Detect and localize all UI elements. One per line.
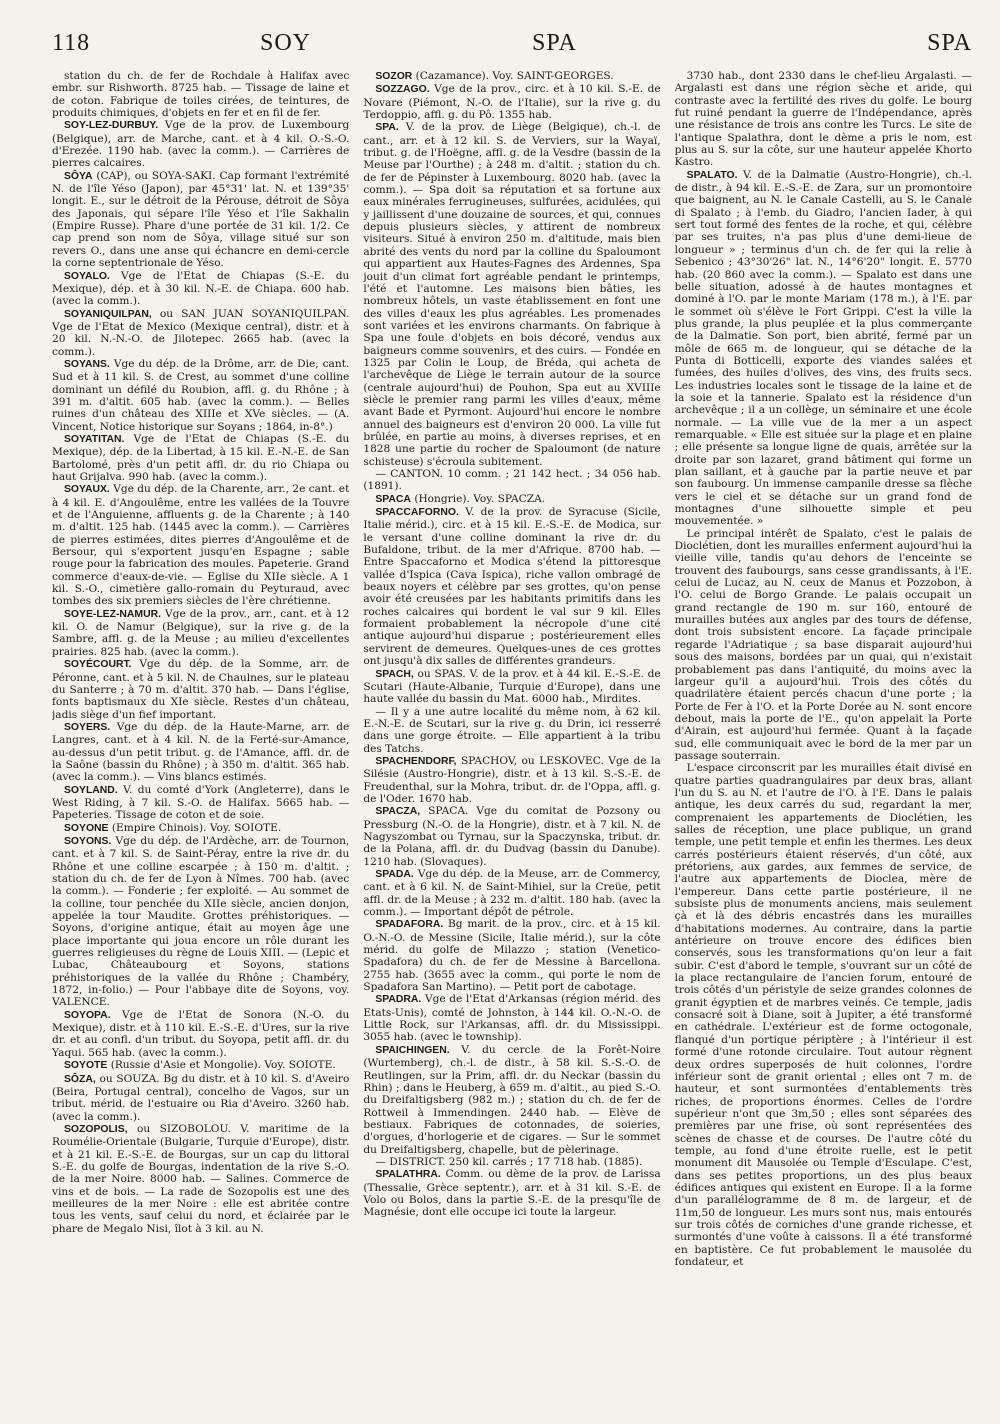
entry-text: (Cazamance). Voy. SAINT-GEORGES. — [415, 70, 614, 82]
entry-text: Comm. ou dème de la prov. de Larissa (Thessalie, Grèce septentr.), arr. et à 31 kil. S.-E. de Volo ou Bolos, dans la partie S.-E. de la presqu'île de Magnésie, dont elle occupe ici toute la largeur. — [363, 1168, 661, 1219]
entry-text: V. du comté d'York (Angleterre), dans le West Riding, à 7 kil. S.-O. de Halifax. 5665 hab. — Papeteries. Tissage de coton et de soie. — [52, 783, 350, 822]
entry-text: SPACA. Vge du comitat de Pozsony ou Pressburg (N.-O. de la Hongrie), distr. et à 7 kil. N. de Nagyszombat ou Tyrnau, sur la Spaczynska, tribut. dr. de la Polana, affl. dr. du Dudvag (bassin du Danube). 1210 hab. (Slovaques). — [363, 805, 661, 868]
entry-headword: SPADAFORA. — [375, 919, 444, 931]
entry-text: Vge du dép. de la Drôme, arr. de Die, cant. Sud et à 11 kil. S. de Crest, au sommet d'une colline dominant un défilé du Roubion, affl. g. du Rhône ; à 391 m. d'altit. 605 hab. (avec la comm.). — Belles ruines d'un château des XIIIe et XVe siècles. — (A. Vincent, Notice historique sur Soyans ; 1864, in-8°.) — [52, 357, 350, 433]
entry-headword: SPAICHINGEN. — [375, 1044, 450, 1056]
dictionary-entry — [52, 658, 349, 721]
entry-headword: SOYERS. — [64, 721, 111, 733]
entry-headword: SPACZA, — [375, 806, 421, 818]
entry-text: (Empire Chinois). Voy. SOIOTE. — [111, 821, 282, 834]
entry-headword: SOY-LEZ-DURBUY. — [64, 120, 159, 132]
dictionary-entry — [52, 1073, 349, 1123]
column-middle — [363, 70, 660, 1410]
entry-headword: SOZOPOLIS, — [64, 1123, 128, 1135]
dictionary-entry — [363, 1156, 660, 1168]
page-number: 118 — [52, 30, 91, 56]
dictionary-entry — [363, 468, 660, 493]
dictionary-entry — [52, 170, 349, 270]
entry-headword: SOYE-LEZ-NAMUR. — [64, 608, 161, 620]
dictionary-entry — [52, 784, 349, 822]
entry-text: Vge de la prov. de Luxembourg (Belgique), arr. de Marche, cant. et à 4 kil. O.-S.-O. d'Erezée. 1190 hab. (avec la comm.). — Carrières de pierres calcaires. — [52, 119, 350, 170]
entry-headword: SPACA — [375, 493, 411, 505]
dictionary-entry — [363, 83, 660, 121]
text-columns — [52, 70, 972, 1410]
entry-headword: SOZOR — [375, 71, 413, 82]
dictionary-entry — [363, 668, 660, 706]
dictionary-entry — [52, 119, 349, 169]
dictionary-entry — [52, 358, 349, 433]
entry-text: Vge de l'Etat de Sonora (N.-O. du Mexique), distr. et à 110 kil. E.-S.-E. d'Ures, sur la rive dr. et au confl. d'un tribut. du Soyopa, petit affl. dr. du Yaqui. 565 hab. (avec la comm.). — [52, 1008, 350, 1059]
entry-text: Vge du dép. de la Haute-Marne, arr. de Langres, cant. et à 4 kil. N. de la Ferté-sur-Amance, au-dessus d'un petit tribut. g. de l'Amance, affl. dr. de la Saône (bassin du Rhône) ; à 350 m. d'altit. 365 hab. (avec la comm.). — Vins blancs estimés. — [52, 720, 350, 784]
entry-text: — CANTON. 10 comm. ; 21 142 hect. ; 34 056 hab. (1891). — [363, 468, 661, 493]
dictionary-entry — [675, 528, 972, 763]
running-head-right: SPA — [927, 30, 972, 56]
entry-headword: SPALATHRA. — [375, 1169, 441, 1181]
entry-text: (Hongrie). Voy. SPACZA. — [414, 492, 546, 505]
entry-text: Vge de la prov., circ. et à 10 kil. S.-E. de Novare (Piémont, N.-O. de l'Italie), sur la rive g. du Terdoppio, affl. g. du Pô. 1355 hab. — [363, 83, 661, 122]
entry-text: Le principal intérêt de Spalato, c'est le palais de Dioclétien, dont les murailles enferment aujourd'hui la vieille ville, tandis qu'au dehors de l'enceinte se trouvent des faubourgs, sans cesse grandissants, à l'E. celui de Lucaz, au N. ceux de Manus et Pozzobon, à l'O. celui de Borgo Grande. Le palais occupait un grand rectangle de 190 m. sur 160, entouré de murailles butées aux angles par des tours de défense, dont trois subsistent encore. La façade principale regarde l'Adriatique ; sa base disparait aujourd'hui sous des maisons, bordées par un quai, qui n'existait probablement pas dans l'antiquité, du moins avec la largeur qu'il a aujourd'hui. Trois des côtés du quadrilatère étaient percés chacun d'une porte ; la Porte de Fer à l'O. et la Porte Dorée au N. sont encore debout, mais la porte de l'E., qu'on appelait la Porte d'Airain, est aujourd'hui fermée. Quant à la façade sud, elle communiquait avec le bord de la mer par un passage souterrain. — [674, 527, 972, 762]
entry-text: station du ch. de fer de Rochdale à Halifax avec embr. sur Rishworth. 8725 hab. — Tissage de laine et de coton. Fabrique de toiles cirées, de teintures, de produits chimiques, d'objets en fer et en fil de fer. — [52, 70, 350, 120]
entry-text: V. de la prov. de Syracuse (Sicile, Italie mérid.), circ. et à 15 kil. E.-S.-E. de Modica, sur le versant d'une colline dominant la rive dr. du Bufaldone, tribut. de la mer d'Afrique. 8700 hab. — Entre Spaccaforno et Modica s'étend la pittoresque vallée d'Ispica (Cava Ispica), riche vallon ombragé de beaux noyers et célèbre par ses grottes, qu'on pense avoir été creusées par les habitants primitifs dans les roches calcaires qui bordent le val sur 9 kil. Elles formaient probablement la nécropole d'une cité antique aujourd'hui disparue ; postérieurement elles servirent de demeures. Quelques-unes de ces grottes ont jusqu'à dix salles de différentes grandeurs. — [363, 506, 661, 668]
entry-text: Vge du dép. de la Somme, arr. de Péronne, cant. et à 5 kil. N. de Chaulnes, sur le plateau du Santerre ; à 70 m. d'altit. 370 hab. — Dans l'église, fonts baptismaux du XIe siècle. Restes d'un château, jadis siège d'un fief important. — [52, 658, 350, 721]
entry-text: Bg marit. de la prov., circ. et à 15 kil. O.-N.-O. de Messine (Sicile, Italie mérid.), sur la côte mérid. du golfe de Milazzo ; station (Venetico-Spadafora) du ch. de fer de Messine à Barcellona. 2755 hab. (3655 avec la comm., qui porte le nom de Spadafora San Martino). — Petit port de cabotage. — [363, 918, 661, 994]
entry-headword: SPALATO. — [686, 169, 738, 181]
entry-headword: SOYONE — [64, 822, 109, 834]
entry-text: ou SAN JUAN SOYANIQUILPAN. Vge de l'Etat de Mexico (Mexique central), distr. et à 20 kil. N.-N.-O. de Jilotepec. 2665 hab. (avec la comm.). — [52, 307, 350, 358]
entry-headword: SOYLAND. — [64, 784, 118, 796]
dictionary-entry — [52, 721, 349, 784]
dictionary-entry — [52, 433, 349, 483]
entry-headword: SPACH, — [375, 668, 414, 680]
entry-text: ou SIZOBOLOU. V. maritime de la Roumélie-Orientale (Bulgarie, Turquie d'Europe), distr. et à 21 kil. E.-S.-E. de Bourgas, sur un cap du littoral S.-E. du golfe de Bourgas, indentation de la rive S.-O. de la mer Noire. 8000 hab. — Salines. Commerce de vins et de bois. — La rade de Sozopolis est une des meilleures de la mer Noire : elle est abritée contre tous les vents, sauf celui du nord, et éclairée par le phare de Megalo Nisi, îlot à 3 kil. au N. — [52, 1122, 350, 1235]
entry-text: SPACHOV, ou LESKOVEC. Vge de la Silésie (Austro-Hongrie), distr. et à 13 kil. S.-S.-E. de Freudenthal, sur la Mohra, tribut. dr. de l'Oppa, affl. g. de l'Oder. 1670 hab. — [363, 754, 661, 805]
entry-headword: SPADRA. — [375, 994, 422, 1006]
dictionary-entry — [363, 706, 660, 755]
dictionary-entry — [52, 308, 349, 358]
entry-headword: SOZZAGO. — [375, 84, 430, 96]
running-head-middle: SPA — [532, 30, 577, 56]
column-right — [675, 70, 972, 1410]
entry-text: L'espace circonscrit par les murailles était divisé en quatre parties quadrangulaires par deux bras, allant l'un du S. au N. et l'autre de l'O. à l'E. Dans le palais antique, les deux carrés du sud, regardant la mer, comprenaient les appartements de Dioclétien, les salles de réception, une place publique, un grand temple, une petit temple et enfin les thermes. Les deux carrés postérieurs étaient réservés, d'un côté, aux prétoriens, aux gardes, aux femmes de service, de l'autre aux appartements de Dioclea, mère de l'empereur. Dans cette partie postérieure, il ne subsiste plus de monuments anciens, mais seulement çà et là des débris encastrés dans les murailles d'habitations modernes. Au contraire, dans la partie antérieure on trouve encore des édifices bien conservés, sous les transformations qu'on leur a fait subir. C'est d'abord le temple, s'ouvrant sur un côté de la place rectangulaire de l'ancien forum, entouré de trois côtés d'un péristyle de seize grandes colonnes de granit égyptien et de marbres veinés. Ce temple, jadis consacré soit à Diane, soit à Jupiter, a été transformé en cathédrale. L'extérieur est de forme octogonale, flanqué d'un portique périptère ; à l'intérieur il est formé d'une rotonde circulaire. Tout autour règnent deux ordres superposés de huit colonnes, l'ordre inférieur sont de granit oriental ; elles ont 7 m. de hauteur, et sont surmontées d'entablements très riches, de proportions énormes. Celles de l'ordre supérieur n'ont que 3m,50 ; elles sont séparées des premières par une frise, où sont représentées des scènes de chasse et de courses. De l'autre côté du temple, au fond d'une étroite ruelle, est le petit monument dit Mausolée ou Temple d'Esculape. C'est, dans ses petites proportions, un des plus beaux édifices antiques qui existent en Europe. Il a la forme d'un parallélogramme de 8 m. de largeur, et de 11m,50 de longueur. Les murs sont nus, mais entourés sur trois côtés de corniches d'une grande richesse, et surmontés d'une voûte à caissons. Il a été transformé en baptistère. Ce fut probablement le mausolée du fondateur, et — [674, 762, 972, 1268]
entry-text: Vge du dép. de la Meuse, arr. de Commercy, cant. et à 6 kil. N. de Saint-Mihiel, sur la Creüe, petit affl. dr. de la Meuse ; à 232 m. d'altit. 180 hab. (avec la comm.). — Important dépôt de pétrole. — [363, 868, 661, 919]
dictionary-entry — [675, 70, 972, 169]
dictionary-entry — [363, 993, 660, 1043]
dictionary-entry — [52, 1123, 349, 1235]
running-head-left: SOY — [260, 30, 312, 56]
entry-text: (Russie d'Asie et Mongolie). Voy. SOIOTE. — [110, 1059, 336, 1072]
entry-headword: SOYATITAN. — [64, 433, 125, 445]
entry-text: Vge de l'Etat d'Arkansas (région mérid. des Etats-Unis), comté de Johnston, à 144 kil. O.-N.-O. de Little Rock, sur l'Arkansas, affl. dr. du Mississippi. 3055 hab. (avec le township). — [363, 993, 661, 1044]
entry-text: (CAP), ou SOYA-SAKI. Cap formant l'extrémité N. de l'île Yéso (Japon), par 45°31' lat. N. et 139°35' longit. E., sur le détroit de la Pérouse, détroit de Sôya des Japonais, qui sépare l'île Yéso et l'île Sakhalin (Empire Russe). Phare d'une portée de 31 kil. 1/2. Ce cap prend son nom de Sôya, village situé sur son revers O., dans une anse qui échancre en demi-cercle la corne septentrionale de Yéso. — [52, 169, 350, 270]
dictionary-entry — [52, 1059, 349, 1072]
dictionary-entry — [363, 493, 660, 506]
dictionary-entry — [363, 1168, 660, 1218]
page-header — [52, 30, 972, 64]
entry-headword: SÔYA — [64, 170, 93, 182]
dictionary-entry — [52, 483, 349, 607]
entry-headword: SPA. — [375, 122, 399, 134]
entry-text: Vge de la prov., arr., cant. et à 12 kil. O. de Namur (Belgique), sur la rive g. de la Sambre, affl. g. de la Meuse ; au milieu d'excellentes prairies. 825 hab. (avec la comm.). — [52, 607, 350, 658]
entry-text: Vge du dép. de la Charente, arr., 2e cant. et à 4 kil. E. d'Angoulême, entre les vallées de la Touvre et de l'Anguienne, affluents g. de la Charente ; à 140 m. d'altit. 125 hab. (1445 avec la comm.). — Carrières de pierres estimées, dites pierres d'Angoulême et de Bersour, qui s'exportent jusqu'en Espagne ; sable rouge pour la fabrication des moules. Papeterie. Grand commerce d'eaux-de-vie. — Eglise du XIIe siècle. A 1 kil. S.-O., cimetière gallo-romain du Peyturaud, avec tombes des six premiers siècles de l'ère chrétienne. — [52, 483, 350, 608]
dictionary-entry — [363, 918, 660, 993]
dictionary-entry — [363, 70, 660, 83]
entry-headword: SOYOTE — [64, 1060, 108, 1072]
entry-headword: SOYÉCOURT. — [64, 659, 132, 671]
dictionary-entry — [363, 506, 660, 667]
dictionary-entry — [52, 835, 349, 1009]
entry-text: — DISTRICT. 250 kil. carrés ; 17 718 hab. (1885). — [375, 1155, 643, 1168]
dictionary-entry — [675, 169, 972, 528]
entry-text: Vge de l'Etat de Chiapas (S.-E. du Mexique), dép. de la Libertad, à 15 kil. E.-N.-E. de San Bartolomé, près d'un petit affl. dr. du rio Chiapa ou haut Grijalva. 990 hab. (avec la comm.). — [52, 432, 350, 483]
entry-text: — Il y a une autre localité du même nom, à 62 kil. E.-N.-E. de Scutari, sur la rive g. du Drin, ici resserré dans une gorge étroite. — Elle appartient à la tribu des Tatchs. — [363, 705, 661, 755]
entry-text: Vge de l'Etat de Chiapas (S.-E. du Mexique), dép. et à 30 kil. N.-E. de Chiapa. 600 hab. (avec la comm.). — [52, 269, 350, 308]
entry-text: Vge du dép. de l'Ardèche, arr. de Tournon, cant. et à 7 kil. S. de Saint-Péray, entre la rive dr. du Rhône et une colline escarpée ; à 150 m. d'altit. ; station du ch. de fer de Lyon à Nîmes. 700 hab. (avec la comm.). — Fonderie ; fer exploité. — Au sommet de la colline, tour penchée du XIIe siècle, ancien donjon, appelée la tour Maudite. Grottes préhistoriques. — Soyons, d'origine antique, était au moyen âge une place importante qui joua encore un rôle durant les guerres religieuses du règne de Louis XIII. — (Lepic et Lubac, Châteaubourg et Soyons, stations préhistoriques de la vallée du Rhône ; Chambéry, 1872, in-folio.) — Pour l'abbaye dite de Soyons, voy. VALENCE. — [52, 834, 350, 1009]
entry-headword: SOYAUX. — [64, 484, 110, 496]
entry-headword: SOYANIQUILPAN, — [64, 308, 152, 320]
entry-headword: SOYALO. — [64, 270, 110, 282]
entry-headword: SPADA. — [375, 869, 414, 880]
column-left — [52, 70, 349, 1410]
dictionary-entry — [52, 70, 349, 119]
entry-text: ou SOUZA. Bg du distr. et à 10 kil. S. d'Aveiro (Beira, Portugal central), concelho de Vagos, sur un tribut. mérid. de l'estuaire ou Ria d'Aveiro. 3260 hab. (avec la comm.). — [52, 1072, 350, 1123]
entry-headword: SÔZA, — [64, 1073, 96, 1085]
dictionary-entry — [52, 270, 349, 308]
entry-text: V. de la prov. de Liège (Belgique), ch.-l. de cant., arr. et à 12 kil. S. de Verviers, sur la Wayaï, tribut. g. de l'Hoëgne, affl. g. de la Vesdre (bassin de la Meuse par l'Ourthe) ; à 248 m. d'altit. ; station du ch. de fer de Pépinster à Luxembourg. 8020 hab. (avec la comm.). — Spa doit sa réputation et sa fortune aux eaux minérales ferrugineuses, sulfurées, acidulées, qui y jaillissent d'une douzaine de sources, et qui, connues depuis plusieurs siècles, y attirent de nombreux visiteurs. Situé à environ 250 m. d'altitude, mais bien abrité des vents du nord par la colline du Spaloumont qui appartient aux Hautes-Fagnes des Ardennes, Spa jouit d'un climat fort agréable pendant le printemps, l'été et l'automne. Les maisons bien bâties, les nombreux hôtels, un vaste établissement en font une des villes d'eaux les plus agréables. Les promenades sont variées et les environs charmants. On fabrique à Spa une foule d'objets en bois décoré, vendus aux baigneurs comme souvenirs, et des cuirs. — Fondée en 1325 par Colin le Loup, de Bréda, qui acheta de l'archevêque de Liège le terrain autour de la source (centrale aujourd'hui) de Pouhon, Spa eut au XVIIIe siècle le premier rang parmi les villes d'eaux, même avant Bade et Pyrmont. Aujourd'hui encore le nombre annuel des baigneurs est d'environ 20 000. La ville fut brûlée, en partie au moins, à diverses reprises, et en 1828 une partie du rocher de Spaloumont (de nature schisteuse) s'écroula subitement. — [363, 121, 661, 468]
dictionary-entry — [52, 822, 349, 835]
dictionary-entry — [363, 121, 660, 468]
entry-text: V. de la Dalmatie (Austro-Hongrie), ch.-l. de distr., à 94 kil. E.-S.-E. de Zara, sur un promontoire que baignent, au N. le Canale Castelli, au S. le Canale di Spalato ; à l'emb. du Giadro, l'ancien Iader, à qui sert tout formé des fentes de la roche, et qui, célèbre par ses truites, n'a pas plus d'une demi-lieue de longueur » ; terminus d'un ch. de fer qui la relie à Sebenico ; 43°30'26" lat. N., 14°6'20" longit. E. 5770 hab. (20 860 avec la comm.). — Spalato est dans une belle situation, adossé à de hautes montagnes et dominé à l'O. par le monte Mariam (178 m.), à l'E. par le sommet où s'élève le Fort Grippi. C'est la ville la plus grande, la plus peuplée et la plus commerçante de la Dalmatie. Son port, bien abrité, fermé par un môle de 665 m. de longueur, qui se détache de la Punta di Botticelli, exporte des viandes salées et fumées, des huiles d'olives, des vins, des fruits secs. Les industries locales sont le tissage de la laine et de la soie et la tannerie. Spalato est la résidence d'un archevêque ; il a un collège, un séminaire et une école normale. — La ville vue de la mer a un aspect remarquable. « Elle est située sur la plage et en plaine ; elle présente sa longue ligne de quais, arrêtée sur la droite par son lazaret, grand bâtiment qui forme un plan saillant, et à gauche par la partie neuve et par son faubourg. Un immense campanile dresse sa flèche vers le ciel et se détache sur un grand fond de montagnes d'une silhouette simple et peu mouvementée. » — [674, 168, 972, 528]
entry-headword: SOYOPA. — [64, 1009, 111, 1021]
dictionary-entry — [363, 868, 660, 918]
dictionary-entry — [363, 805, 660, 868]
dictionary-entry — [52, 608, 349, 658]
entry-headword: SOYANS. — [64, 358, 110, 370]
dictionary-entry — [363, 1044, 660, 1156]
entry-text: ou SPAS. V. de la prov. et à 44 kil. E.-S.-E. de Scutari (Haute-Albanie, Turquie d'Europe), dans une haute vallée du bassin du Mat. 6000 hab., Mirdites. — [363, 667, 661, 706]
dictionary-entry — [363, 755, 660, 805]
entry-headword: SOYONS. — [64, 835, 112, 847]
entry-headword: SPACCAFORNO. — [375, 507, 459, 519]
entry-headword: SPACHENDORF, — [375, 755, 457, 767]
entry-text: 3730 hab., dont 2330 dans le chef-lieu Argalasti. — Argalasti est dans une région sèche et aride, qui contraste avec la fertilité des rives du golfe. Le bourg fut ruiné pendant la guerre de l'Indépendance, après une résistance de trois ans contre les Turcs. Le site de l'antique Spalathra, dont le dème a pris le nom, est plus au S. sur la côte, sur une hauteur appelée Khorto Kastro. — [674, 70, 972, 169]
dictionary-entry — [675, 762, 972, 1268]
dictionary-entry — [52, 1009, 349, 1059]
entry-text: V. du cercle de la Forêt-Noire (Wurtemberg), ch.-l. de distr., à 58 kil. S.-S.-O. de Reutlingen, sur la Prim, affl. dr. du Neckar (bassin du Rhin) ; dans le Heuberg, à 659 m. d'altit., au pied S.-O. du Dreifaltigsberg (982 m.) ; station du ch. de fer de Rottweil à Immendingen. 2440 hab. — Elève de bestiaux. Fabriques de cotonnades, de soieries, d'orgues, d'horlogerie et de cigares. — Sur le sommet du Dreifaltigsberg, chapelle, but de pèlerinage. — [363, 1043, 661, 1156]
